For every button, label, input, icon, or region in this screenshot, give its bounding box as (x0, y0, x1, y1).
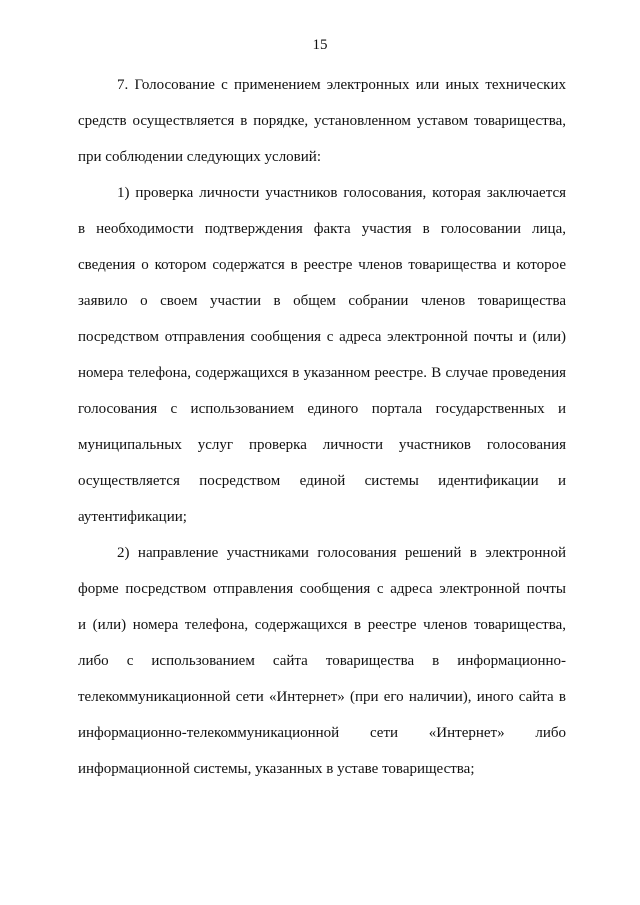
text-line: 7. Голосование с применением электронных или иных технических (117, 77, 566, 93)
text-line: голосования с использованием единого портала государственных и (78, 401, 566, 417)
text-line: средств осуществляется в порядке, установленном уставом товарищества, (78, 113, 566, 129)
text-line: аутентификации; (78, 509, 187, 525)
text-line: 1) проверка личности участников голосования, которая заключается (117, 185, 566, 201)
text-line: сведения о котором содержатся в реестре членов товарищества и которое (78, 257, 566, 273)
text-line: муниципальных услуг проверка личности участников голосования (78, 437, 566, 453)
text-line: посредством отправления сообщения с адреса электронной почты и (или) (78, 329, 566, 345)
text-line: телекоммуникационной сети «Интернет» (при его наличии), иного сайта в (78, 689, 566, 705)
text-line: осуществляется посредством единой системы идентификации и (78, 473, 566, 489)
text-line: при соблюдении следующих условий: (78, 149, 321, 165)
text-line: либо с использованием сайта товарищества в информационно- (78, 653, 566, 669)
text-line: и (или) номера телефона, содержащихся в реестре членов товарищества, (78, 617, 566, 633)
text-line: информационной системы, указанных в уставе товарищества; (78, 761, 475, 777)
text-line: 2) направление участниками голосования решений в электронной (117, 545, 566, 561)
text-line: форме посредством отправления сообщения с адреса электронной почты (78, 581, 566, 597)
text-line: номера телефона, содержащихся в указанном реестре. В случае проведения (78, 365, 566, 381)
page-number: 15 (312, 37, 328, 53)
text-line: в необходимости подтверждения факта участия в голосовании лица, (78, 221, 566, 237)
text-line: информационно-телекоммуникационной сети «Интернет» либо (78, 725, 566, 741)
text-line: заявило о своем участии в общем собрании членов товарищества (78, 293, 566, 309)
